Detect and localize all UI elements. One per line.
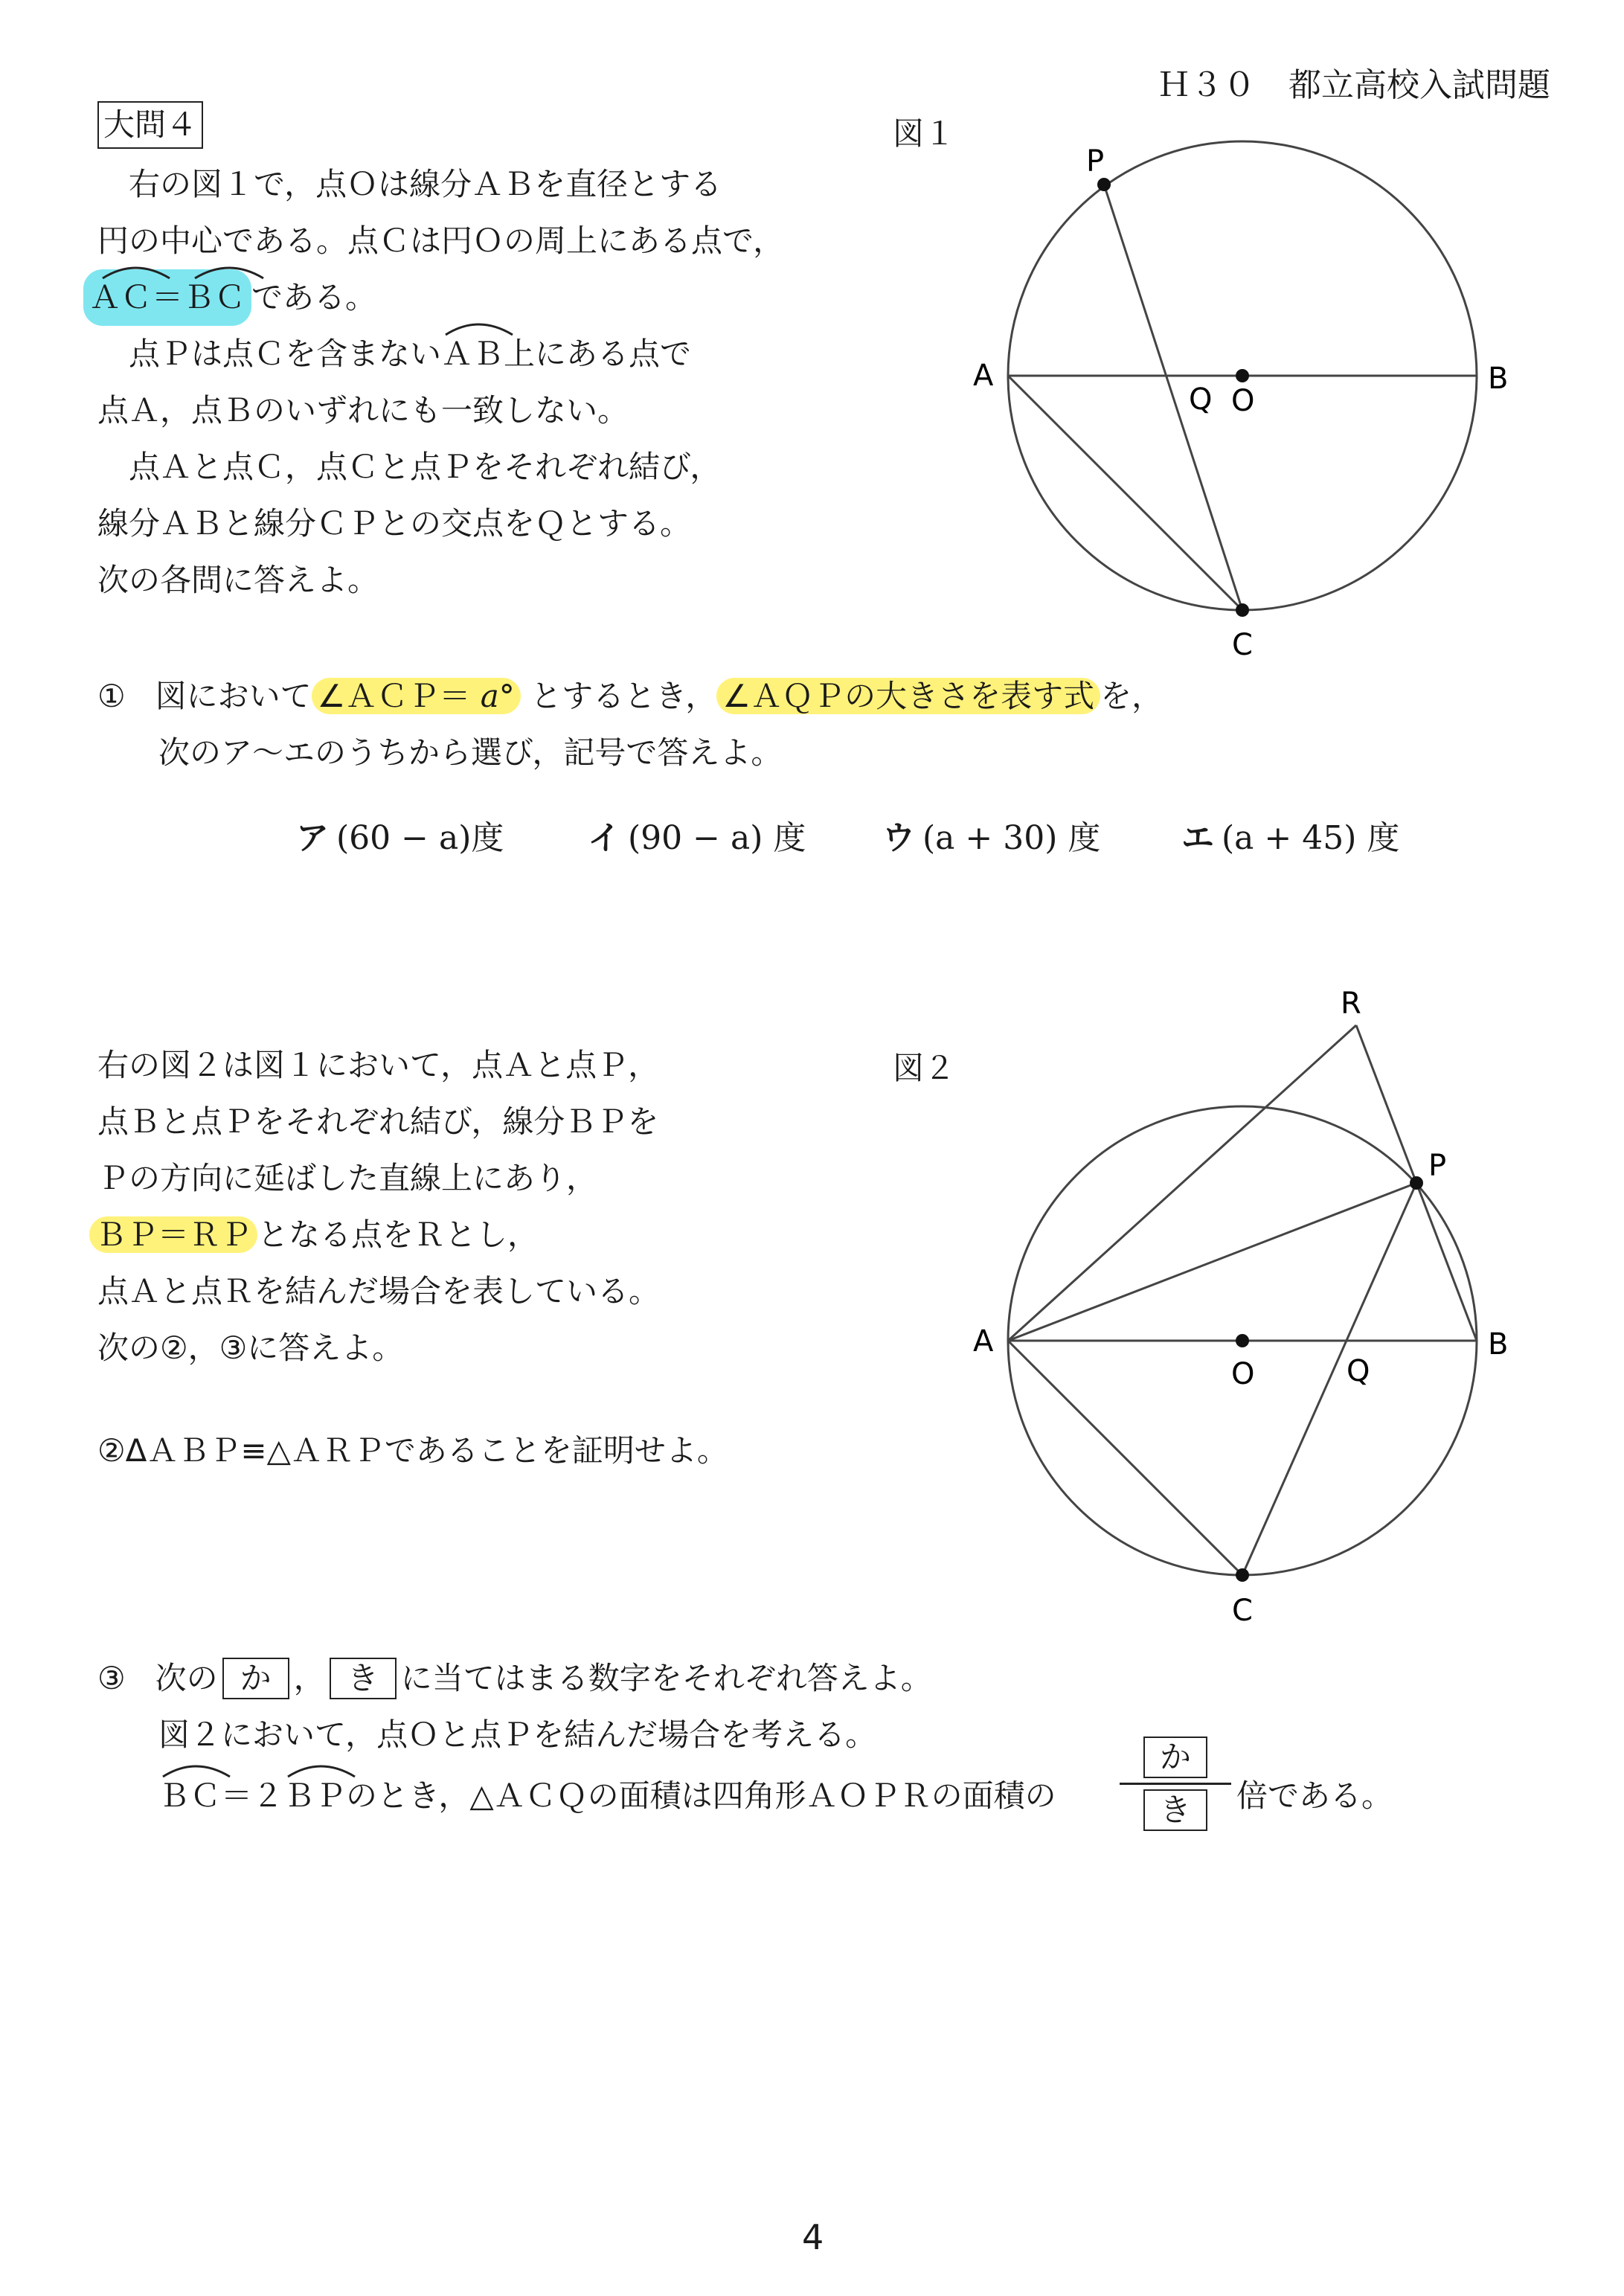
label-b: B — [1488, 362, 1509, 396]
answer-box-ka: か — [222, 1658, 289, 1699]
part2-highlight: ＢＰ＝ＲＰ — [89, 1216, 257, 1253]
q1-line-2: 次のア〜エのうちから選び，記号で答えよ。 — [158, 734, 783, 771]
label-p-2: P — [1428, 1149, 1447, 1183]
segment-ac-2 — [1008, 1341, 1242, 1575]
arc-ab — [441, 326, 504, 382]
label-p: P — [1086, 144, 1105, 179]
arc-equation: ＡＣ＝ＢＣ — [89, 279, 246, 315]
intro-line-4 — [97, 326, 691, 382]
choice-e-expr: (a + 45) — [1222, 819, 1357, 857]
arc-ab-label: ＡＢ — [441, 336, 504, 372]
label-a-2: A — [973, 1324, 994, 1359]
point-o — [1236, 369, 1249, 382]
problem-label: 大問４ — [97, 101, 203, 149]
choice-a-unit: 度 — [471, 819, 504, 857]
q1-variable: a° — [480, 678, 515, 714]
intro-line-7: 線分ＡＢと線分ＣＰとの交点をＱとする。 — [97, 505, 692, 542]
choice-a — [296, 811, 504, 859]
arc-bc-label: ＢＣ — [158, 1777, 222, 1814]
label-o: O — [1231, 384, 1255, 418]
q3-comma: ， — [293, 1660, 325, 1696]
choice-e-label: エ — [1181, 819, 1214, 857]
label-b-2: B — [1488, 1327, 1509, 1362]
q1-middle: とするとき， — [530, 678, 717, 714]
choice-i-expr: (90 − a) — [628, 819, 763, 857]
intro-line-1: 右の図１で，点Ｏは線分ＡＢを直径とする — [97, 166, 722, 202]
figure-2 — [952, 982, 1547, 1652]
q3-line-1 — [97, 1650, 932, 1707]
fig2-label: 図２ — [893, 1050, 956, 1086]
q1-suffix: を， — [1100, 678, 1164, 714]
q1-angle-acp: ∠ＡＣＰ＝ — [317, 678, 471, 714]
label-q: Q — [1189, 382, 1213, 417]
segment-cp-2 — [1242, 1183, 1416, 1575]
intro-line-3 — [83, 269, 376, 326]
intro-line-2: 円の中心である。点Ｃは円Ｏの周上にある点で， — [97, 222, 785, 259]
fraction-bar — [1120, 1783, 1231, 1785]
label-r-2: R — [1341, 987, 1361, 1021]
part2-line-4 — [89, 1207, 539, 1263]
q3-line-3-end: 倍である。 — [1236, 1777, 1393, 1814]
arc-bc — [158, 1768, 221, 1824]
point-p-2 — [1410, 1176, 1423, 1190]
arc-bp — [283, 1768, 346, 1824]
label-q-2: Q — [1347, 1354, 1370, 1388]
arc-marks — [83, 259, 277, 281]
q1-prefix: 図において — [155, 678, 312, 714]
arc-bp-label: ＢＰ — [283, 1777, 347, 1814]
fraction-denominator-box: き — [1143, 1789, 1207, 1831]
label-a: A — [973, 359, 994, 393]
label-c: C — [1232, 628, 1253, 662]
intro-line-5: 点Ａ，点Ｂのいずれにも一致しない。 — [97, 392, 629, 429]
arc-ab-mark — [441, 315, 523, 338]
arc-equation-highlight — [83, 269, 251, 326]
label-o-2: O — [1231, 1357, 1255, 1391]
q3-number: ③ — [97, 1660, 126, 1696]
choice-i-unit: 度 — [773, 819, 806, 857]
intro-line-8: 次の各問に答えよ。 — [97, 562, 379, 598]
fraction-numerator-box: か — [1143, 1737, 1207, 1778]
figure-1 — [952, 134, 1547, 670]
choice-e-unit: 度 — [1367, 819, 1400, 857]
part2-line-3: Ｐの方向に延ばした直線上にあり， — [97, 1160, 598, 1196]
intro-line-4-suffix: 上にある点で — [504, 336, 692, 372]
part2-highlight-suffix: となる点をＲとし， — [257, 1216, 539, 1253]
q2-text: ②ΔＡＢＰ≡△ＡＲＰであることを証明せよ。 — [97, 1432, 728, 1469]
choice-u-label: ウ — [882, 819, 915, 857]
arc-bc-mark — [158, 1757, 240, 1780]
q3-suffix: に当てはまる数字をそれぞれ答えよ。 — [400, 1660, 932, 1696]
part2-line-1: 右の図２は図１において，点Ａと点Ｐ， — [97, 1047, 660, 1083]
point-c-2 — [1236, 1568, 1249, 1582]
point-p — [1097, 178, 1111, 191]
fig1-label: 図１ — [893, 115, 956, 152]
choice-u-expr: (a + 30) — [922, 819, 1058, 857]
q3-line-2: 図２において，点Ｏと点Ｐを結んだ場合を考える。 — [158, 1716, 877, 1753]
segment-ar-2 — [1008, 1025, 1356, 1341]
label-c-2: C — [1232, 1594, 1253, 1628]
q3-line-3-middle: のとき，△ＡＣＱの面積は四角形ＡＯＰＲの面積の — [346, 1777, 1056, 1814]
choice-u — [882, 811, 1100, 859]
part2-line-2: 点Ｂと点Ｐをそれぞれ結び，線分ＢＰを — [97, 1103, 659, 1140]
part2-line-5: 点Ａと点Ｒを結んだ場合を表している。 — [97, 1273, 661, 1309]
arc-bp-mark — [283, 1757, 365, 1780]
q3-equals: ＝２ — [221, 1777, 284, 1814]
answer-box-ki: き — [330, 1658, 397, 1699]
point-c — [1236, 603, 1249, 617]
part2-line-6: 次の②，③に答えよ。 — [97, 1330, 404, 1366]
q1-line-1 — [97, 668, 1163, 725]
intro-line-4-prefix: 点Ｐは点Ｃを含まない — [97, 336, 442, 372]
q1-number: ① — [97, 678, 126, 714]
point-o-2 — [1236, 1334, 1249, 1347]
segment-ap-2 — [1008, 1183, 1416, 1341]
q1-highlight-2: ∠ＡＱＰの大きさを表す式 — [716, 678, 1100, 714]
choice-a-expr: (60 − a) — [336, 819, 472, 857]
q1-highlight-1 — [312, 678, 521, 714]
arc-equation-suffix: である。 — [251, 279, 377, 315]
choice-i — [588, 811, 806, 859]
intro-line-6: 点Ａと点Ｃ，点Ｃと点Ｐをそれぞれ結び， — [97, 449, 722, 485]
choice-u-unit: 度 — [1068, 819, 1101, 857]
choice-i-label: イ — [588, 819, 620, 857]
choice-e — [1181, 811, 1399, 859]
page-number: 4 — [802, 2217, 824, 2257]
q3-line-3 — [158, 1768, 1056, 1824]
fraction — [1120, 1737, 1231, 1831]
choice-a-label: ア — [296, 819, 329, 857]
header-title: Ｈ３０ 都立高校入試問題 — [1158, 66, 1550, 104]
segment-pc — [1104, 185, 1242, 610]
q3-prefix: 次の — [155, 1660, 218, 1696]
